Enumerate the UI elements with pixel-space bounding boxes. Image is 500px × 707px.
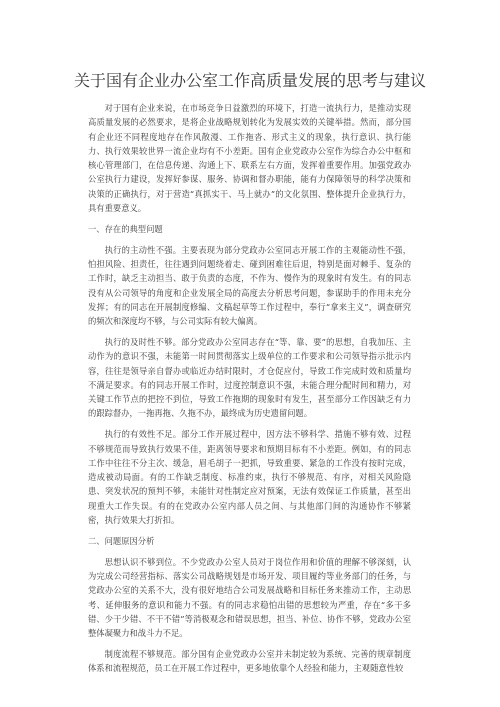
body-paragraph: 制度流程不够规范。部分国有企业党政办公室并未制定较为系统、完善的规章制度体系和流程规范，员工在开展工作过程中，更多地依靠个人经验和能力，主观随意性较	[88, 648, 411, 674]
document-body	[88, 101, 411, 682]
body-paragraph: 执行的主动性不强。主要表现为部分党政办公室同志开展工作的主观能动性不强，怕担风险、担责任，往往遇到问题绕着走、碰到困难往后退，特别是面对棘手、复杂的工作时，缺乏主动担当、敢于负责的态度，不作为、慢作为的现象时有发生。有的同志没有从公司领导的角度和企业发展全局的高度去分析思考问题，参谋助手的作用未充分发挥；有的同志在开展制度修编、文稿起草等工作过程中，奉行“拿来主义”，调查研究的频次和深度均不够，与公司实际有较大偏离。	[88, 244, 411, 327]
document-title: 关于国有企业办公室工作高质量发展的思考与建议	[73, 71, 426, 90]
body-paragraph: 对于国有企业来说，在市场竞争日益激烈的环境下，打造一流执行力，是推动实现高质量发展的必然要求，是将企业战略规划转化为发展实效的关键举措。然而，部分国有企业还不同程度地存在作风散漫、工作拖沓、形式主义的现象，执行意识、执行能力、执行效果较世界一流企业均有不小差距。国有企业党政办公室作为综合办公中枢和核心管理部门，在信息传递、沟通上下、联系左右方面，发挥着重要作用。加强党政办公室执行力建设，发挥好参谋、服务、协调和督办职能，能有力保障领导的科学决策和决策的正确执行，对于营造“真抓实干、马上就办”的文化氛围、整体提升企业执行力，具有重要意义。	[88, 103, 411, 214]
section-heading: 一、存在的典型问题	[88, 223, 163, 234]
body-paragraph: 执行的有效性不足。部分工作开展过程中，因方法不够科学、措施不够有效、过程不够规范而导致执行效果不佳，距离领导要求和预期目标有不小差距。例如，有的同志工作中往往不分主次、缓急，眉毛胡子一把抓，导致重要、紧急的工作没有按时完成，造成被动局面。有的工作缺乏制度、标准约束，执行不够规范、有序，对相关风险隐患、突发状况的预判不够，未能针对性制定应对预案，无法有效保证工作质量，甚至出现重大工作失误。有的在党政办公室内部人员之间、与其他部门间的沟通协作不够紧密，执行效果大打折扣。	[88, 429, 411, 526]
body-paragraph: 执行的及时性不够。部分党政办公室同志存在“等、靠、要”的思想，自我加压、主动作为的意识不强，未能第一时间贯彻落实上级单位的工作要求和公司领导指示批示内容，往往是领导亲自督办或临近办结时限时，才仓促应付，导致工作完成时效和质量均不满足要求。有的同志开展工作时，过度控制意识不强，未能合理分配时间和精力，对关键工作节点的把控不到位，导致工作拖期的现象时有发生，甚至部分工作因缺乏有力的跟踪督办，一拖再拖、久拖不办，最终成为历史遗留问题。	[88, 336, 411, 419]
section-heading: 二、问题原因分析	[88, 535, 155, 546]
body-paragraph: 思想认识不够到位。不少党政办公室人员对于岗位作用和价值的理解不够深刻，认为完成公司经营指标、落实公司战略规划是市场开发、项目履约等业务部门的任务，与党政办公室的关系不大，没有很好地结合公司发展战略和目标任务来推动工作，主动思考、延伸服务的意识和能力不强。有的同志求稳怕出错的思想较为严重，存在“多干多错、少干少错、不干不错”等消极观念和错误思想，担当、补位、协作不够，党政办公室整体凝聚力和战斗力不足。	[88, 556, 411, 639]
